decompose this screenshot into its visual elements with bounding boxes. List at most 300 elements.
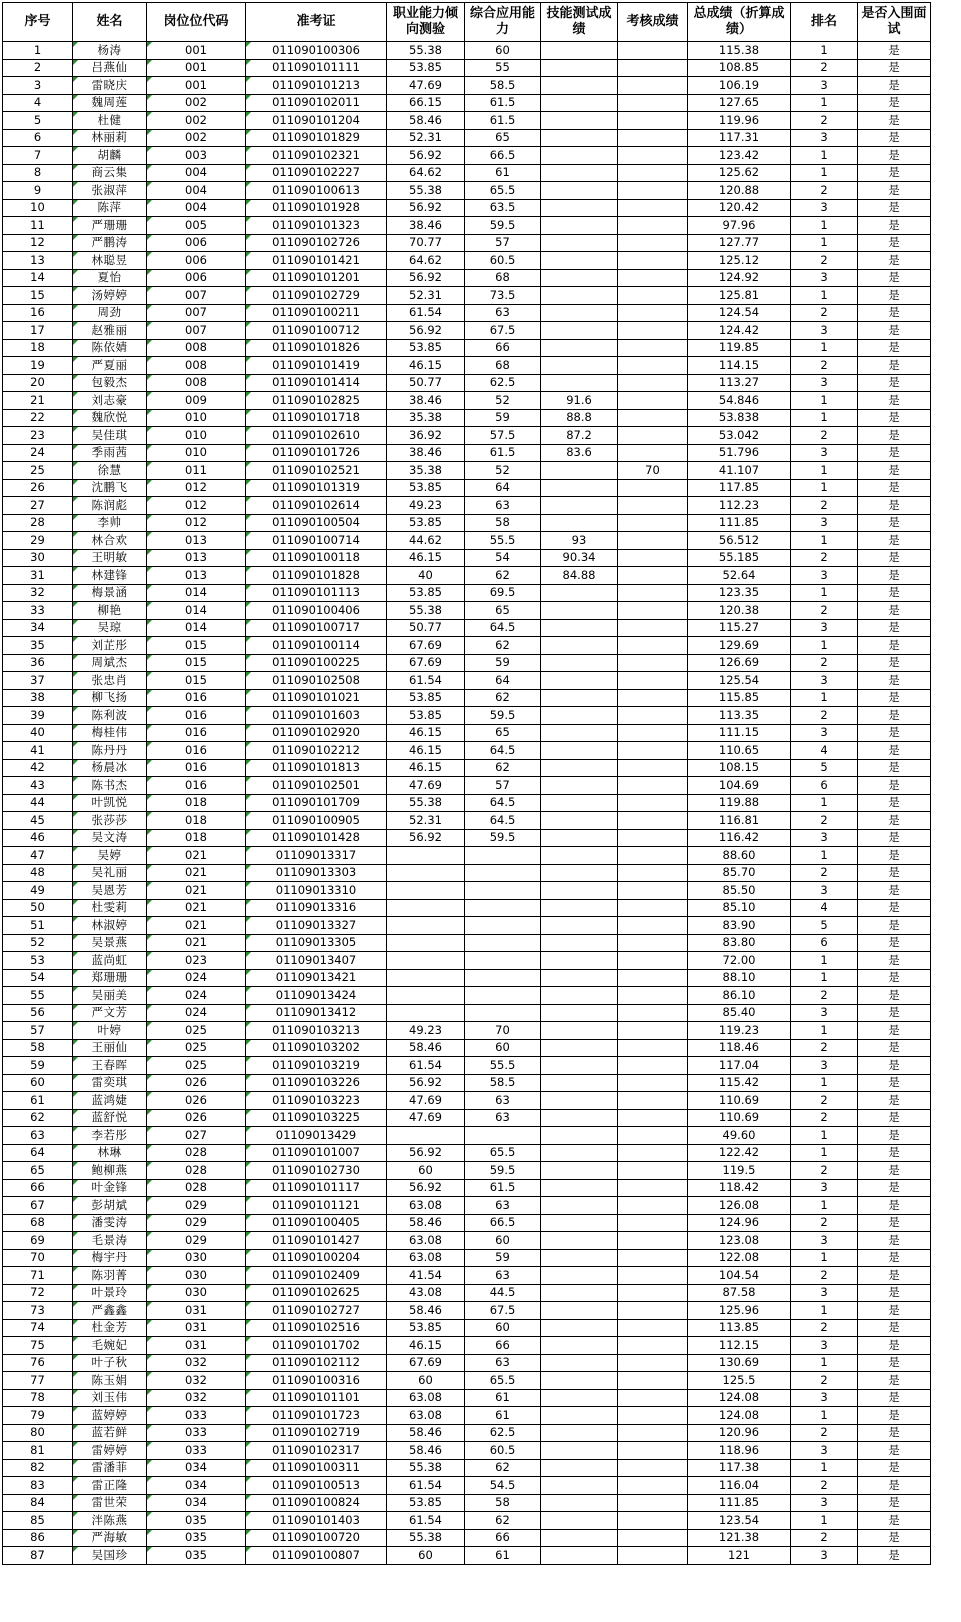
cell-skill — [541, 1267, 618, 1285]
cell-name: 徐慧 — [73, 462, 147, 480]
cell-ticket: 011090101323 — [246, 217, 387, 235]
cell-rank: 2 — [791, 1529, 858, 1547]
cell-total: 85.50 — [688, 882, 791, 900]
cell-post: 016 — [147, 724, 246, 742]
cell-interview: 是 — [858, 444, 931, 462]
cell-assess — [618, 1179, 688, 1197]
cell-assess — [618, 602, 688, 620]
cell-ticket: 011090101111 — [246, 59, 387, 77]
cell-total: 113.27 — [688, 374, 791, 392]
cell-name: 王丽仙 — [73, 1039, 147, 1057]
cell-total: 123.54 — [688, 1512, 791, 1530]
cell-interview: 是 — [858, 1477, 931, 1495]
cell-seq: 42 — [3, 759, 73, 777]
cell-assess — [618, 847, 688, 865]
cell-ticket: 011090102920 — [246, 724, 387, 742]
cell-skill — [541, 742, 618, 760]
cell-assess — [618, 567, 688, 585]
cell-applied: 61.5 — [465, 1179, 541, 1197]
cell-aptitude: 64.62 — [387, 252, 465, 270]
cell-ticket: 011090102727 — [246, 1302, 387, 1320]
cell-name: 林琳 — [73, 1144, 147, 1162]
cell-applied: 59.5 — [465, 1162, 541, 1180]
cell-total: 125.62 — [688, 164, 791, 182]
cell-assess — [618, 182, 688, 200]
cell-ticket: 011090102825 — [246, 392, 387, 410]
cell-applied: 61 — [465, 164, 541, 182]
cell-name: 雷正隆 — [73, 1477, 147, 1495]
cell-applied: 66 — [465, 1529, 541, 1547]
cell-post: 014 — [147, 584, 246, 602]
cell-post: 025 — [147, 1022, 246, 1040]
cell-assess — [618, 1197, 688, 1215]
cell-aptitude: 64.62 — [387, 164, 465, 182]
cell-interview: 是 — [858, 1092, 931, 1110]
cell-assess — [618, 654, 688, 672]
cell-interview: 是 — [858, 864, 931, 882]
cell-rank: 3 — [791, 1004, 858, 1022]
cell-assess — [618, 409, 688, 427]
cell-skill — [541, 497, 618, 515]
cell-applied: 66.5 — [465, 147, 541, 165]
table-row — [3, 479, 931, 497]
cell-aptitude: 55.38 — [387, 1529, 465, 1547]
cell-total: 115.27 — [688, 619, 791, 637]
cell-total: 127.77 — [688, 234, 791, 252]
cell-interview: 是 — [858, 969, 931, 987]
cell-post: 032 — [147, 1389, 246, 1407]
cell-interview: 是 — [858, 1267, 931, 1285]
cell-ticket: 011090100504 — [246, 514, 387, 532]
cell-aptitude: 52.31 — [387, 812, 465, 830]
cell-name: 吴文涛 — [73, 829, 147, 847]
cell-assess — [618, 532, 688, 550]
cell-aptitude: 55.38 — [387, 794, 465, 812]
cell-seq: 66 — [3, 1179, 73, 1197]
cell-skill — [541, 1372, 618, 1390]
table-row — [3, 1039, 931, 1057]
cell-applied: 63 — [465, 1197, 541, 1215]
cell-skill — [541, 1249, 618, 1267]
cell-assess — [618, 1442, 688, 1460]
cell-ticket: 011090101829 — [246, 129, 387, 147]
cell-post: 021 — [147, 847, 246, 865]
table-row — [3, 899, 931, 917]
cell-total: 119.96 — [688, 112, 791, 130]
cell-post: 029 — [147, 1232, 246, 1250]
cell-name: 商云集 — [73, 164, 147, 182]
cell-rank: 3 — [791, 1179, 858, 1197]
cell-name: 鲍柳燕 — [73, 1162, 147, 1180]
cell-seq: 37 — [3, 672, 73, 690]
cell-interview: 是 — [858, 987, 931, 1005]
cell-aptitude — [387, 1004, 465, 1022]
cell-rank: 1 — [791, 584, 858, 602]
cell-interview: 是 — [858, 129, 931, 147]
cell-seq: 74 — [3, 1319, 73, 1337]
cell-aptitude: 56.92 — [387, 269, 465, 287]
cell-interview: 是 — [858, 77, 931, 95]
cell-name: 胡麟 — [73, 147, 147, 165]
cell-aptitude: 55.38 — [387, 42, 465, 60]
column-header-post: 岗位位代码 — [147, 3, 246, 42]
cell-applied: 60 — [465, 1039, 541, 1057]
cell-skill — [541, 724, 618, 742]
cell-aptitude — [387, 882, 465, 900]
cell-name: 雷世荣 — [73, 1494, 147, 1512]
table-row — [3, 1144, 931, 1162]
table-row — [3, 77, 931, 95]
cell-seq: 7 — [3, 147, 73, 165]
cell-aptitude: 58.46 — [387, 1214, 465, 1232]
cell-aptitude: 53.85 — [387, 689, 465, 707]
table-row — [3, 1197, 931, 1215]
cell-name: 杜健 — [73, 112, 147, 130]
cell-post: 011 — [147, 462, 246, 480]
cell-ticket: 011090102112 — [246, 1354, 387, 1372]
cell-ticket: 011090101421 — [246, 252, 387, 270]
cell-name: 蓝婷婷 — [73, 1407, 147, 1425]
cell-aptitude: 63.08 — [387, 1389, 465, 1407]
cell-name: 严珊珊 — [73, 217, 147, 235]
table-row — [3, 549, 931, 567]
cell-post: 028 — [147, 1179, 246, 1197]
cell-post: 016 — [147, 742, 246, 760]
cell-seq: 8 — [3, 164, 73, 182]
cell-name: 吴丽美 — [73, 987, 147, 1005]
cell-post: 029 — [147, 1197, 246, 1215]
cell-assess — [618, 42, 688, 60]
cell-name: 陈羽菁 — [73, 1267, 147, 1285]
cell-seq: 53 — [3, 952, 73, 970]
cell-skill — [541, 1354, 618, 1372]
cell-aptitude: 53.85 — [387, 514, 465, 532]
cell-applied: 64 — [465, 672, 541, 690]
cell-name: 刘芷彤 — [73, 637, 147, 655]
cell-post: 016 — [147, 759, 246, 777]
cell-ticket: 011090101726 — [246, 444, 387, 462]
cell-skill — [541, 1477, 618, 1495]
cell-interview: 是 — [858, 1057, 931, 1075]
cell-skill — [541, 584, 618, 602]
cell-ticket: 01109013407 — [246, 952, 387, 970]
cell-rank: 3 — [791, 374, 858, 392]
cell-post: 012 — [147, 479, 246, 497]
column-header-name: 姓名 — [73, 3, 147, 42]
cell-rank: 1 — [791, 479, 858, 497]
cell-name: 周斌杰 — [73, 654, 147, 672]
cell-interview: 是 — [858, 777, 931, 795]
cell-interview: 是 — [858, 1004, 931, 1022]
cell-total: 51.796 — [688, 444, 791, 462]
cell-assess — [618, 1337, 688, 1355]
cell-post: 008 — [147, 357, 246, 375]
header-row — [3, 3, 931, 42]
cell-aptitude: 63.08 — [387, 1232, 465, 1250]
cell-post: 028 — [147, 1162, 246, 1180]
cell-post: 007 — [147, 304, 246, 322]
cell-post: 001 — [147, 77, 246, 95]
cell-total: 122.08 — [688, 1249, 791, 1267]
cell-assess — [618, 217, 688, 235]
cell-interview: 是 — [858, 1547, 931, 1565]
cell-skill — [541, 199, 618, 217]
column-header-interview: 是否入围面试 — [858, 3, 931, 42]
cell-rank: 2 — [791, 707, 858, 725]
cell-total: 97.96 — [688, 217, 791, 235]
cell-total: 111.85 — [688, 1494, 791, 1512]
cell-post: 021 — [147, 864, 246, 882]
table-row — [3, 654, 931, 672]
cell-interview: 是 — [858, 182, 931, 200]
cell-name: 王春晖 — [73, 1057, 147, 1075]
cell-applied: 59.5 — [465, 217, 541, 235]
cell-seq: 25 — [3, 462, 73, 480]
cell-skill — [541, 1319, 618, 1337]
cell-seq: 50 — [3, 899, 73, 917]
cell-total: 56.512 — [688, 532, 791, 550]
cell-post: 035 — [147, 1547, 246, 1565]
cell-interview: 是 — [858, 584, 931, 602]
table-row — [3, 707, 931, 725]
cell-total: 123.42 — [688, 147, 791, 165]
table-row — [3, 1074, 931, 1092]
cell-aptitude: 52.31 — [387, 129, 465, 147]
cell-applied: 60.5 — [465, 1442, 541, 1460]
cell-post: 026 — [147, 1109, 246, 1127]
cell-seq: 17 — [3, 322, 73, 340]
cell-name: 郑珊珊 — [73, 969, 147, 987]
cell-post: 001 — [147, 59, 246, 77]
cell-ticket: 01109013429 — [246, 1127, 387, 1145]
cell-rank: 2 — [791, 427, 858, 445]
cell-ticket: 011090102212 — [246, 742, 387, 760]
cell-aptitude: 44.62 — [387, 532, 465, 550]
cell-total: 52.64 — [688, 567, 791, 585]
cell-applied — [465, 899, 541, 917]
cell-rank: 1 — [791, 217, 858, 235]
cell-interview: 是 — [858, 602, 931, 620]
cell-applied: 66 — [465, 339, 541, 357]
cell-interview: 是 — [858, 567, 931, 585]
cell-rank: 1 — [791, 409, 858, 427]
table-row — [3, 1512, 931, 1530]
cell-total: 124.42 — [688, 322, 791, 340]
cell-total: 85.70 — [688, 864, 791, 882]
cell-ticket: 011090100712 — [246, 322, 387, 340]
cell-total: 119.85 — [688, 339, 791, 357]
cell-applied: 61.5 — [465, 444, 541, 462]
cell-skill — [541, 794, 618, 812]
cell-applied: 73.5 — [465, 287, 541, 305]
cell-post: 009 — [147, 392, 246, 410]
table-row — [3, 724, 931, 742]
cell-post: 034 — [147, 1494, 246, 1512]
cell-skill — [541, 917, 618, 935]
cell-total: 130.69 — [688, 1354, 791, 1372]
table-row — [3, 1302, 931, 1320]
cell-rank: 3 — [791, 619, 858, 637]
table-row — [3, 427, 931, 445]
cell-assess — [618, 1074, 688, 1092]
cell-post: 033 — [147, 1424, 246, 1442]
cell-interview: 是 — [858, 742, 931, 760]
cell-interview: 是 — [858, 112, 931, 130]
table-row — [3, 637, 931, 655]
column-header-ticket: 准考证 — [246, 3, 387, 42]
cell-aptitude: 55.38 — [387, 602, 465, 620]
table-row — [3, 287, 931, 305]
cell-ticket: 011090102501 — [246, 777, 387, 795]
cell-ticket: 011090101702 — [246, 1337, 387, 1355]
cell-interview: 是 — [858, 409, 931, 427]
cell-total: 114.15 — [688, 357, 791, 375]
cell-applied: 57.5 — [465, 427, 541, 445]
cell-skill — [541, 479, 618, 497]
cell-skill: 87.2 — [541, 427, 618, 445]
cell-total: 125.81 — [688, 287, 791, 305]
cell-interview: 是 — [858, 1109, 931, 1127]
cell-ticket: 011090100405 — [246, 1214, 387, 1232]
cell-assess — [618, 1092, 688, 1110]
table-row — [3, 217, 931, 235]
cell-applied: 62 — [465, 759, 541, 777]
cell-name: 刘玉伟 — [73, 1389, 147, 1407]
cell-seq: 45 — [3, 812, 73, 830]
cell-assess — [618, 1004, 688, 1022]
cell-aptitude: 55.38 — [387, 1459, 465, 1477]
cell-skill — [541, 269, 618, 287]
cell-rank: 1 — [791, 147, 858, 165]
cell-total: 72.00 — [688, 952, 791, 970]
cell-interview: 是 — [858, 322, 931, 340]
cell-rank: 3 — [791, 567, 858, 585]
cell-aptitude: 53.85 — [387, 1494, 465, 1512]
cell-interview: 是 — [858, 497, 931, 515]
table-row — [3, 672, 931, 690]
cell-total: 88.10 — [688, 969, 791, 987]
cell-total: 117.04 — [688, 1057, 791, 1075]
cell-interview: 是 — [858, 252, 931, 270]
cell-assess — [618, 1214, 688, 1232]
cell-total: 111.15 — [688, 724, 791, 742]
cell-skill — [541, 602, 618, 620]
cell-applied: 55.5 — [465, 1057, 541, 1075]
cell-rank: 2 — [791, 1372, 858, 1390]
cell-name: 柳飞扬 — [73, 689, 147, 707]
cell-ticket: 011090101213 — [246, 77, 387, 95]
cell-applied: 62 — [465, 1512, 541, 1530]
cell-ticket: 011090100211 — [246, 304, 387, 322]
cell-rank: 1 — [791, 462, 858, 480]
cell-seq: 6 — [3, 129, 73, 147]
cell-skill — [541, 864, 618, 882]
cell-post: 025 — [147, 1057, 246, 1075]
cell-assess — [618, 969, 688, 987]
cell-total: 49.60 — [688, 1127, 791, 1145]
cell-post: 006 — [147, 252, 246, 270]
cell-rank: 2 — [791, 497, 858, 515]
table-row — [3, 1109, 931, 1127]
cell-ticket: 011090102730 — [246, 1162, 387, 1180]
cell-name: 毛景涛 — [73, 1232, 147, 1250]
cell-total: 104.54 — [688, 1267, 791, 1285]
cell-ticket: 011090103225 — [246, 1109, 387, 1127]
cell-seq: 31 — [3, 567, 73, 585]
cell-assess — [618, 864, 688, 882]
cell-post: 031 — [147, 1319, 246, 1337]
cell-ticket: 011090100118 — [246, 549, 387, 567]
table-row — [3, 1442, 931, 1460]
cell-ticket: 011090100717 — [246, 619, 387, 637]
cell-interview: 是 — [858, 217, 931, 235]
cell-rank: 1 — [791, 1407, 858, 1425]
table-row — [3, 357, 931, 375]
cell-assess — [618, 234, 688, 252]
cell-applied: 61.5 — [465, 94, 541, 112]
cell-seq: 86 — [3, 1529, 73, 1547]
cell-name: 叶景玲 — [73, 1284, 147, 1302]
cell-skill — [541, 1547, 618, 1565]
cell-skill — [541, 1302, 618, 1320]
cell-rank: 5 — [791, 917, 858, 935]
cell-ticket: 011090101419 — [246, 357, 387, 375]
cell-applied: 60 — [465, 1232, 541, 1250]
cell-seq: 73 — [3, 1302, 73, 1320]
cell-applied: 61 — [465, 1407, 541, 1425]
cell-skill — [541, 112, 618, 130]
cell-assess — [618, 917, 688, 935]
cell-assess — [618, 1407, 688, 1425]
cell-ticket: 011090101828 — [246, 567, 387, 585]
cell-rank: 3 — [791, 882, 858, 900]
cell-name: 李若彤 — [73, 1127, 147, 1145]
cell-total: 54.846 — [688, 392, 791, 410]
cell-interview: 是 — [858, 1354, 931, 1372]
table-row — [3, 42, 931, 60]
cell-skill — [541, 672, 618, 690]
cell-ticket: 011090102625 — [246, 1284, 387, 1302]
table-row — [3, 497, 931, 515]
cell-seq: 40 — [3, 724, 73, 742]
cell-total: 120.38 — [688, 602, 791, 620]
cell-skill — [541, 252, 618, 270]
cell-skill — [541, 1109, 618, 1127]
cell-assess — [618, 147, 688, 165]
cell-aptitude: 60 — [387, 1162, 465, 1180]
cell-post: 027 — [147, 1127, 246, 1145]
cell-rank: 1 — [791, 94, 858, 112]
cell-interview: 是 — [858, 427, 931, 445]
table-row — [3, 462, 931, 480]
cell-ticket: 011090100114 — [246, 637, 387, 655]
cell-total: 83.90 — [688, 917, 791, 935]
table-row — [3, 584, 931, 602]
cell-skill — [541, 1442, 618, 1460]
cell-interview: 是 — [858, 42, 931, 60]
cell-skill — [541, 1162, 618, 1180]
cell-interview: 是 — [858, 1389, 931, 1407]
cell-aptitude: 58.46 — [387, 1442, 465, 1460]
cell-applied: 63 — [465, 1267, 541, 1285]
cell-aptitude: 35.38 — [387, 409, 465, 427]
cell-assess: 70 — [618, 462, 688, 480]
cell-skill — [541, 829, 618, 847]
cell-assess — [618, 882, 688, 900]
cell-skill — [541, 1389, 618, 1407]
cell-skill — [541, 514, 618, 532]
cell-skill — [541, 1284, 618, 1302]
